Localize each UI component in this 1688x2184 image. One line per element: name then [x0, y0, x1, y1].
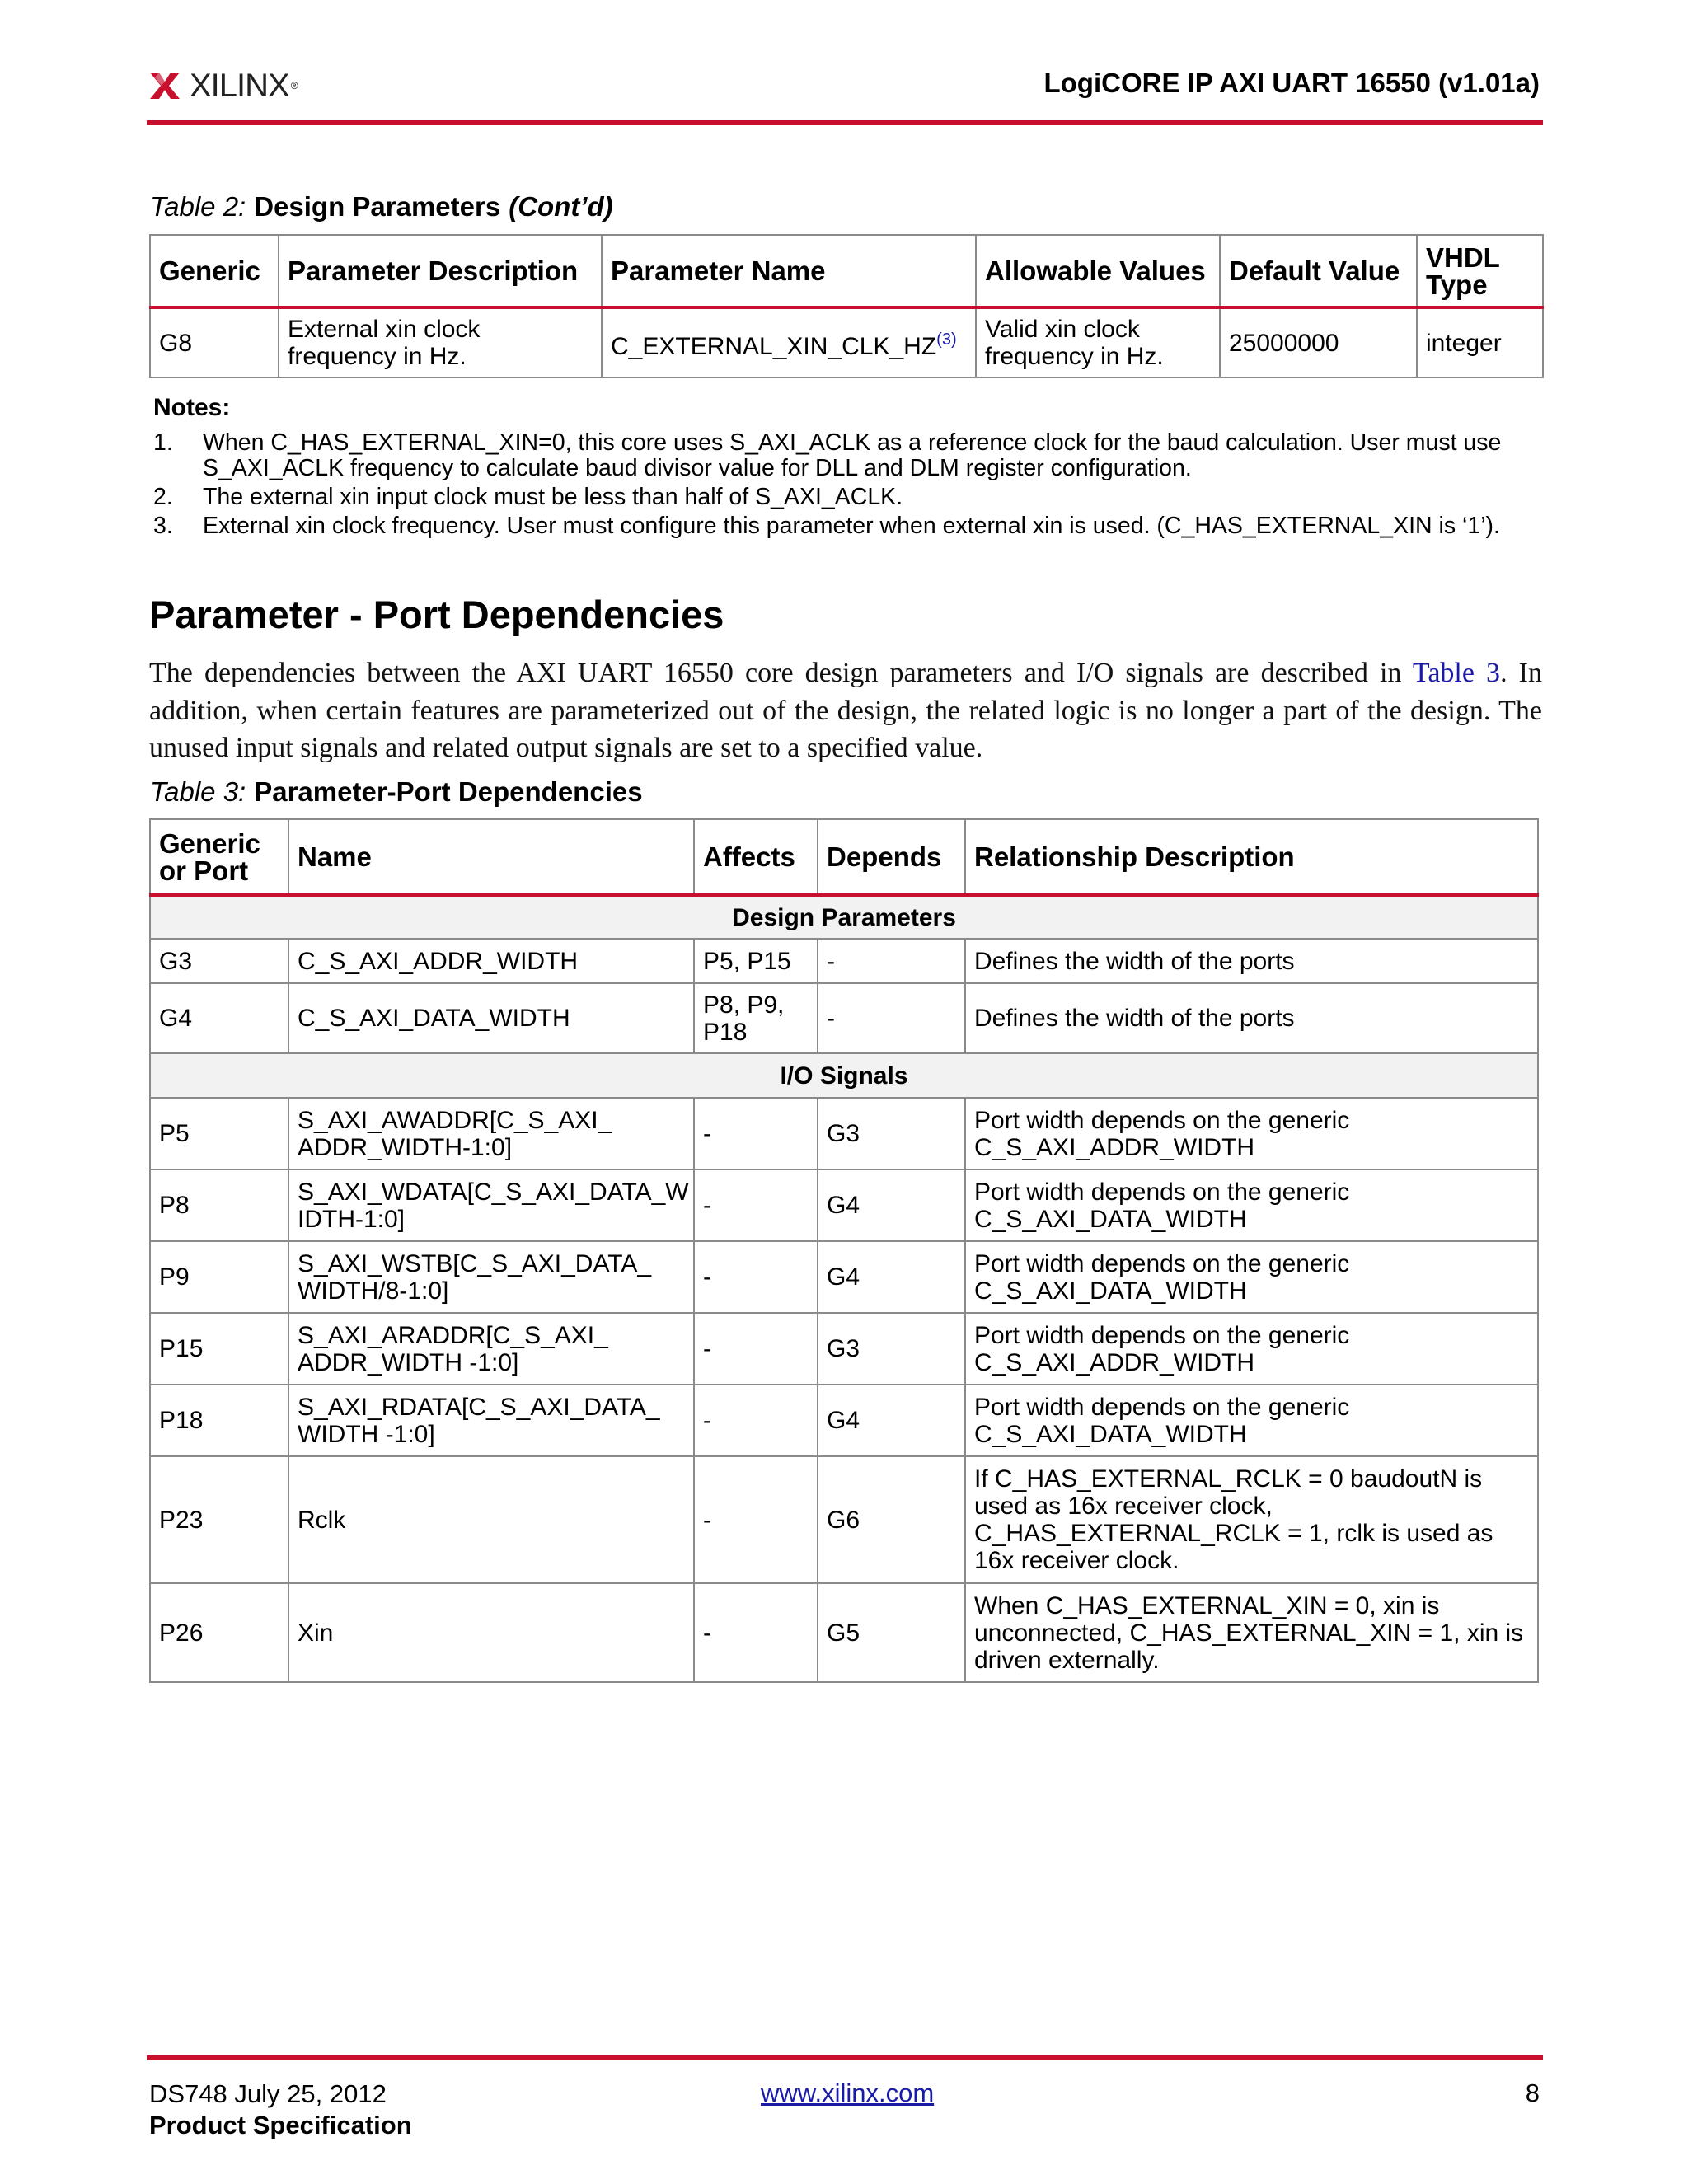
- table2-notes: [148, 394, 1550, 542]
- table-row: [150, 1583, 1538, 1682]
- logo-registered-mark: ®: [290, 80, 298, 91]
- cell-id: P5: [150, 1098, 288, 1169]
- page-header: [148, 64, 1541, 107]
- io-signals-section-row: [150, 1053, 1538, 1098]
- cell-affects: -: [694, 1456, 818, 1583]
- io-signals-section-label: I/O Signals: [150, 1053, 1538, 1098]
- design-parameters-section-row: [150, 895, 1538, 939]
- section-heading: Parameter - Port Dependencies: [149, 593, 724, 636]
- note-number: 1.: [153, 429, 173, 456]
- note-text: The external xin input clock must be less than half of S_AXI_ACLK.: [203, 484, 903, 510]
- cell-description: If C_HAS_EXTERNAL_RCLK = 0 baudoutN is used as 16x receiver clock, C_HAS_EXTERNAL_RCLK = 1, rclk is used as 16x receiver clock.: [965, 1456, 1538, 1583]
- footer-doc-date: DS748 July 25, 2012: [149, 2079, 387, 2108]
- cell-depends: G4: [818, 1169, 965, 1241]
- table-row: [150, 1098, 1538, 1169]
- cell-name: S_AXI_WDATA[C_S_AXI_DATA_W IDTH-1:0]: [288, 1169, 694, 1241]
- table3-label: Table 3:: [150, 776, 246, 807]
- footer-doc-type: Product Specification: [149, 2111, 412, 2139]
- document-title: LogiCORE IP AXI UART 16550 (v1.01a): [1043, 68, 1540, 98]
- table3-header-name: Name: [288, 819, 694, 895]
- note-number: 3.: [153, 513, 173, 539]
- cell-name: Xin: [288, 1583, 694, 1682]
- note-text: When C_HAS_EXTERNAL_XIN=0, this core uses S_AXI_ACLK as a reference clock for the baud calculation. User must use S_AXI_ACLK frequency to calculate baud divisor value for DLL and DLM register configuration.: [203, 429, 1502, 481]
- table3-header-relationship: Relationship Description: [965, 819, 1538, 895]
- xilinx-logo: [148, 64, 298, 107]
- note-text: External xin clock frequency. User must configure this parameter when external xin is used. (C_HAS_EXTERNAL_XIN is ‘1’).: [203, 513, 1500, 539]
- cell-name: Rclk: [288, 1456, 694, 1583]
- cell-description: Port width depends on the generic C_S_AXI_ADDR_WIDTH: [965, 1098, 1538, 1169]
- table2-cont: (Cont’d): [509, 191, 613, 222]
- cell-depends: G4: [818, 1385, 965, 1456]
- table-row: [150, 1169, 1538, 1241]
- footer-url-link[interactable]: www.xilinx.com: [761, 2079, 935, 2107]
- table-row: [150, 1241, 1538, 1313]
- table2-title: Design Parameters: [254, 191, 501, 222]
- cell-affects: -: [694, 1098, 818, 1169]
- table3-title: Parameter-Port Dependencies: [254, 776, 643, 807]
- cell-id: G3: [150, 939, 288, 983]
- footer-doc-info: [149, 2079, 412, 2141]
- cell-affects: -: [694, 1313, 818, 1385]
- cell-affects: P8, P9, P18: [694, 983, 818, 1053]
- section-paragraph: [149, 654, 1542, 767]
- table3-header-affects: Affects: [694, 819, 818, 895]
- cell-id: P18: [150, 1385, 288, 1456]
- note-item: [148, 485, 1550, 510]
- cell-affects: -: [694, 1385, 818, 1456]
- table2-caption: [150, 191, 613, 223]
- cell-affects: -: [694, 1583, 818, 1682]
- param-name-text: C_EXTERNAL_XIN_CLK_HZ: [611, 332, 937, 360]
- cell-id: P9: [150, 1241, 288, 1313]
- xilinx-logo-icon: [148, 69, 181, 102]
- table2-header-row: [150, 235, 1543, 307]
- cell-depends: G4: [818, 1241, 965, 1313]
- cell-param-name: [602, 307, 976, 377]
- cell-id: G4: [150, 983, 288, 1053]
- cell-name: S_AXI_ARADDR[C_S_AXI_ ADDR_WIDTH -1:0]: [288, 1313, 694, 1385]
- design-parameters-section-label: Design Parameters: [150, 895, 1538, 939]
- footer-rule: [147, 2055, 1543, 2060]
- table2-header-description: Parameter Description: [279, 235, 602, 307]
- table2-header-name: Parameter Name: [602, 235, 976, 307]
- cell-depends: -: [818, 983, 965, 1053]
- note-number: 2.: [153, 484, 173, 510]
- cell-default: 25000000: [1220, 307, 1417, 377]
- table-row: [150, 1385, 1538, 1456]
- table2-label: Table 2:: [150, 191, 246, 222]
- table-row: [150, 983, 1538, 1053]
- cell-name: C_S_AXI_DATA_WIDTH: [288, 983, 694, 1053]
- cell-depends: G6: [818, 1456, 965, 1583]
- cell-generic: G8: [150, 307, 279, 377]
- table3-header-depends: Depends: [818, 819, 965, 895]
- cell-name: S_AXI_WSTB[C_S_AXI_DATA_ WIDTH/8-1:0]: [288, 1241, 694, 1313]
- design-parameters-table: [149, 234, 1544, 378]
- cell-description: Port width depends on the generic C_S_AXI_DATA_WIDTH: [965, 1385, 1538, 1456]
- cell-vhdl-type: integer: [1417, 307, 1543, 377]
- table3-header-generic-or-port: Generic or Port: [150, 819, 288, 895]
- note-item: [148, 513, 1550, 539]
- table-row: [150, 1456, 1538, 1583]
- paragraph-text-after: . In addition, when certain features are parameterized out of the design, the related logic is no longer a part of the design. The unused input signals and related output signals are set to a specified value.: [149, 658, 1542, 763]
- notes-title: Notes:: [153, 394, 231, 421]
- table2-header-default: Default Value: [1220, 235, 1417, 307]
- footer-page-number: 8: [1525, 2079, 1540, 2107]
- note-reference-link[interactable]: (3): [936, 330, 957, 349]
- cell-description: External xin clock frequency in Hz.: [279, 307, 602, 377]
- table2-header-allowable: Allowable Values: [976, 235, 1220, 307]
- cell-description: Port width depends on the generic C_S_AXI_DATA_WIDTH: [965, 1241, 1538, 1313]
- table3-header-row: [150, 819, 1538, 895]
- cell-affects: -: [694, 1169, 818, 1241]
- table-row: [150, 939, 1538, 983]
- cell-id: P26: [150, 1583, 288, 1682]
- cell-id: P8: [150, 1169, 288, 1241]
- cell-id: P15: [150, 1313, 288, 1385]
- table3-caption: [150, 776, 643, 808]
- cell-description: Defines the width of the ports: [965, 983, 1538, 1053]
- parameter-port-dependencies-table: [149, 818, 1539, 1683]
- table-row: [150, 1313, 1538, 1385]
- logo-wordmark: XILINX: [190, 67, 289, 104]
- cell-affects: -: [694, 1241, 818, 1313]
- cell-description: When C_HAS_EXTERNAL_XIN = 0, xin is unconnected, C_HAS_EXTERNAL_XIN = 1, xin is driven externally.: [965, 1583, 1538, 1682]
- cell-id: P23: [150, 1456, 288, 1583]
- table2-header-generic: Generic: [150, 235, 279, 307]
- cell-name: C_S_AXI_ADDR_WIDTH: [288, 939, 694, 983]
- table2-header-vhdl-type: VHDL Type: [1417, 235, 1543, 307]
- cell-depends: G3: [818, 1098, 965, 1169]
- cell-allowable: Valid xin clock frequency in Hz.: [976, 307, 1220, 377]
- header-rule: [147, 120, 1543, 125]
- cell-description: Port width depends on the generic C_S_AXI_DATA_WIDTH: [965, 1169, 1538, 1241]
- table-row: [150, 307, 1543, 377]
- cell-name: S_AXI_AWADDR[C_S_AXI_ ADDR_WIDTH-1:0]: [288, 1098, 694, 1169]
- cell-depends: G3: [818, 1313, 965, 1385]
- cell-affects: P5, P15: [694, 939, 818, 983]
- cell-name: S_AXI_RDATA[C_S_AXI_DATA_ WIDTH -1:0]: [288, 1385, 694, 1456]
- table3-link[interactable]: Table 3: [1412, 658, 1501, 688]
- cell-description: Defines the width of the ports: [965, 939, 1538, 983]
- note-item: [148, 430, 1550, 481]
- paragraph-text-before: The dependencies between the AXI UART 16550 core design parameters and I/O signals are described in: [149, 658, 1413, 688]
- cell-description: Port width depends on the generic C_S_AXI_ADDR_WIDTH: [965, 1313, 1538, 1385]
- cell-depends: G5: [818, 1583, 965, 1682]
- cell-depends: -: [818, 939, 965, 983]
